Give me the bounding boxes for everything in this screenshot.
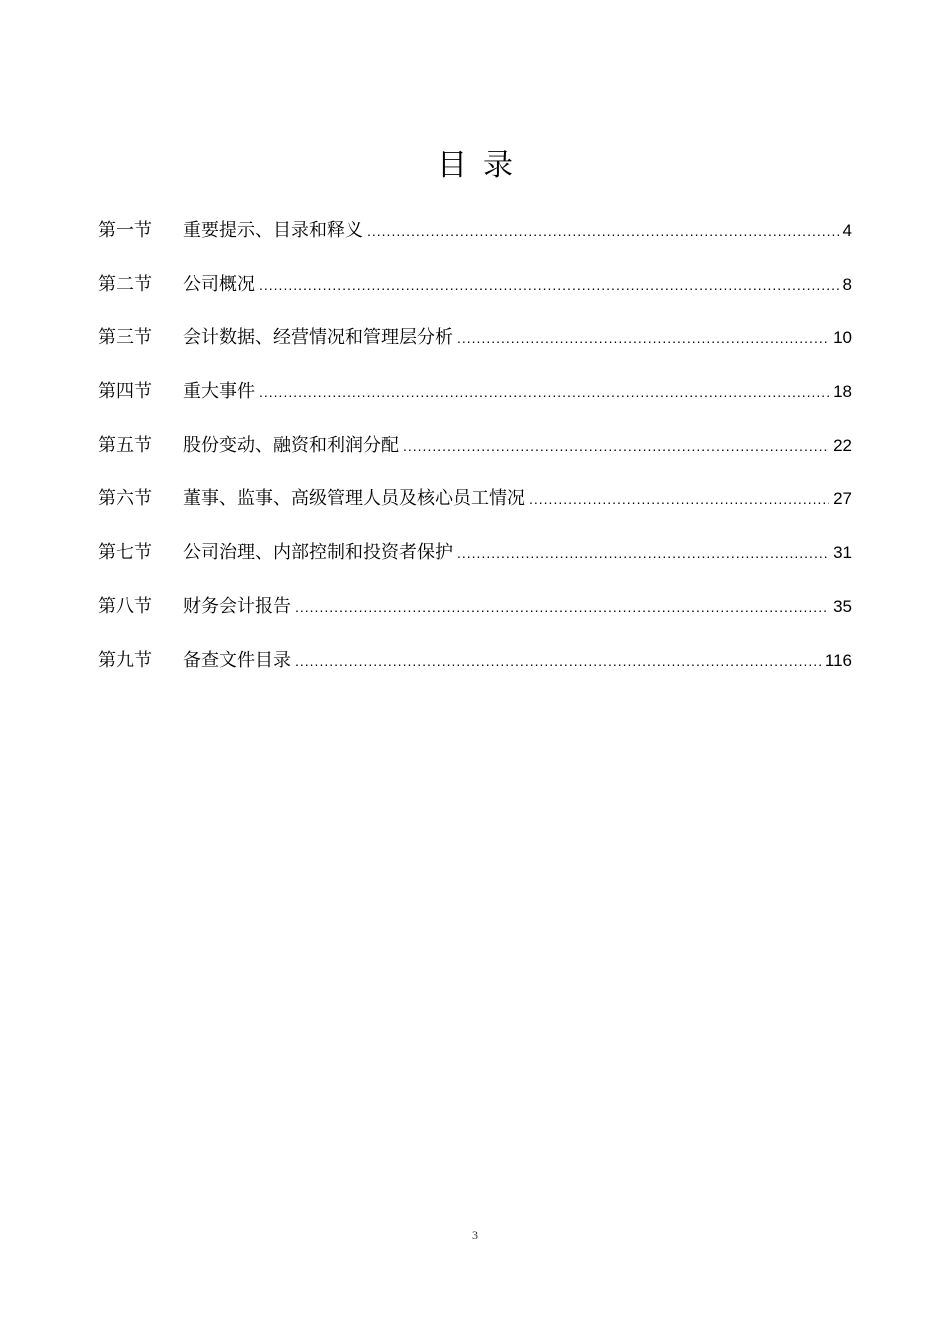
toc-dot-leader xyxy=(457,536,829,570)
toc-section-title: 重大事件 xyxy=(183,381,255,403)
toc-dot-leader xyxy=(259,375,829,409)
toc-section-title: 重要提示、目录和释义 xyxy=(183,220,363,241)
table-of-contents xyxy=(98,214,852,697)
toc-section-title: 备查文件目录 xyxy=(183,649,291,671)
toc-page-number: 4 xyxy=(842,221,852,240)
toc-section-title: 会计数据、经营情况和管理层分析 xyxy=(183,327,453,349)
toc-entry-6[interactable] xyxy=(98,482,852,536)
toc-section-number: 第五节 xyxy=(98,434,152,456)
toc-page-number: 22 xyxy=(833,435,852,455)
toc-entry-1[interactable] xyxy=(98,214,852,268)
toc-section-title: 财务会计报告 xyxy=(183,595,291,617)
toc-section-number: 第一节 xyxy=(98,220,152,241)
toc-dot-leader xyxy=(529,482,829,516)
page-number: 3 xyxy=(472,1228,478,1242)
toc-dot-leader xyxy=(367,214,839,248)
toc-section-number: 第二节 xyxy=(98,273,152,295)
toc-page-number: 10 xyxy=(833,328,852,348)
page-title: 目录 xyxy=(437,148,529,183)
toc-entry-9[interactable] xyxy=(98,644,852,698)
toc-entry-3[interactable] xyxy=(98,321,852,375)
toc-entry-2[interactable] xyxy=(98,268,852,322)
toc-page-number: 116 xyxy=(824,650,852,670)
toc-section-number: 第三节 xyxy=(98,327,152,349)
toc-dot-leader xyxy=(295,644,821,678)
toc-dot-leader xyxy=(295,590,829,624)
toc-section-title: 公司概况 xyxy=(183,273,255,295)
toc-page-number: 8 xyxy=(842,274,852,294)
toc-section-title: 董事、监事、高级管理人员及核心员工情况 xyxy=(183,488,525,510)
toc-dot-leader xyxy=(403,429,829,463)
toc-section-number: 第六节 xyxy=(98,488,152,510)
toc-dot-leader xyxy=(457,321,829,355)
toc-section-number: 第八节 xyxy=(98,595,152,617)
toc-section-title: 公司治理、内部控制和投资者保护 xyxy=(183,542,453,564)
toc-page-number: 35 xyxy=(833,596,852,616)
toc-entry-8[interactable] xyxy=(98,590,852,644)
toc-section-number: 第七节 xyxy=(98,542,152,564)
toc-entry-4[interactable] xyxy=(98,375,852,429)
toc-section-title: 股份变动、融资和利润分配 xyxy=(183,434,399,456)
toc-page-number: 27 xyxy=(833,489,852,509)
toc-dot-leader xyxy=(259,268,839,302)
toc-page-number: 31 xyxy=(833,543,852,563)
toc-page-number: 18 xyxy=(833,382,852,402)
toc-section-number: 第四节 xyxy=(98,381,152,403)
toc-section-number: 第九节 xyxy=(98,649,152,671)
toc-entry-5[interactable] xyxy=(98,429,852,483)
toc-entry-7[interactable] xyxy=(98,536,852,590)
